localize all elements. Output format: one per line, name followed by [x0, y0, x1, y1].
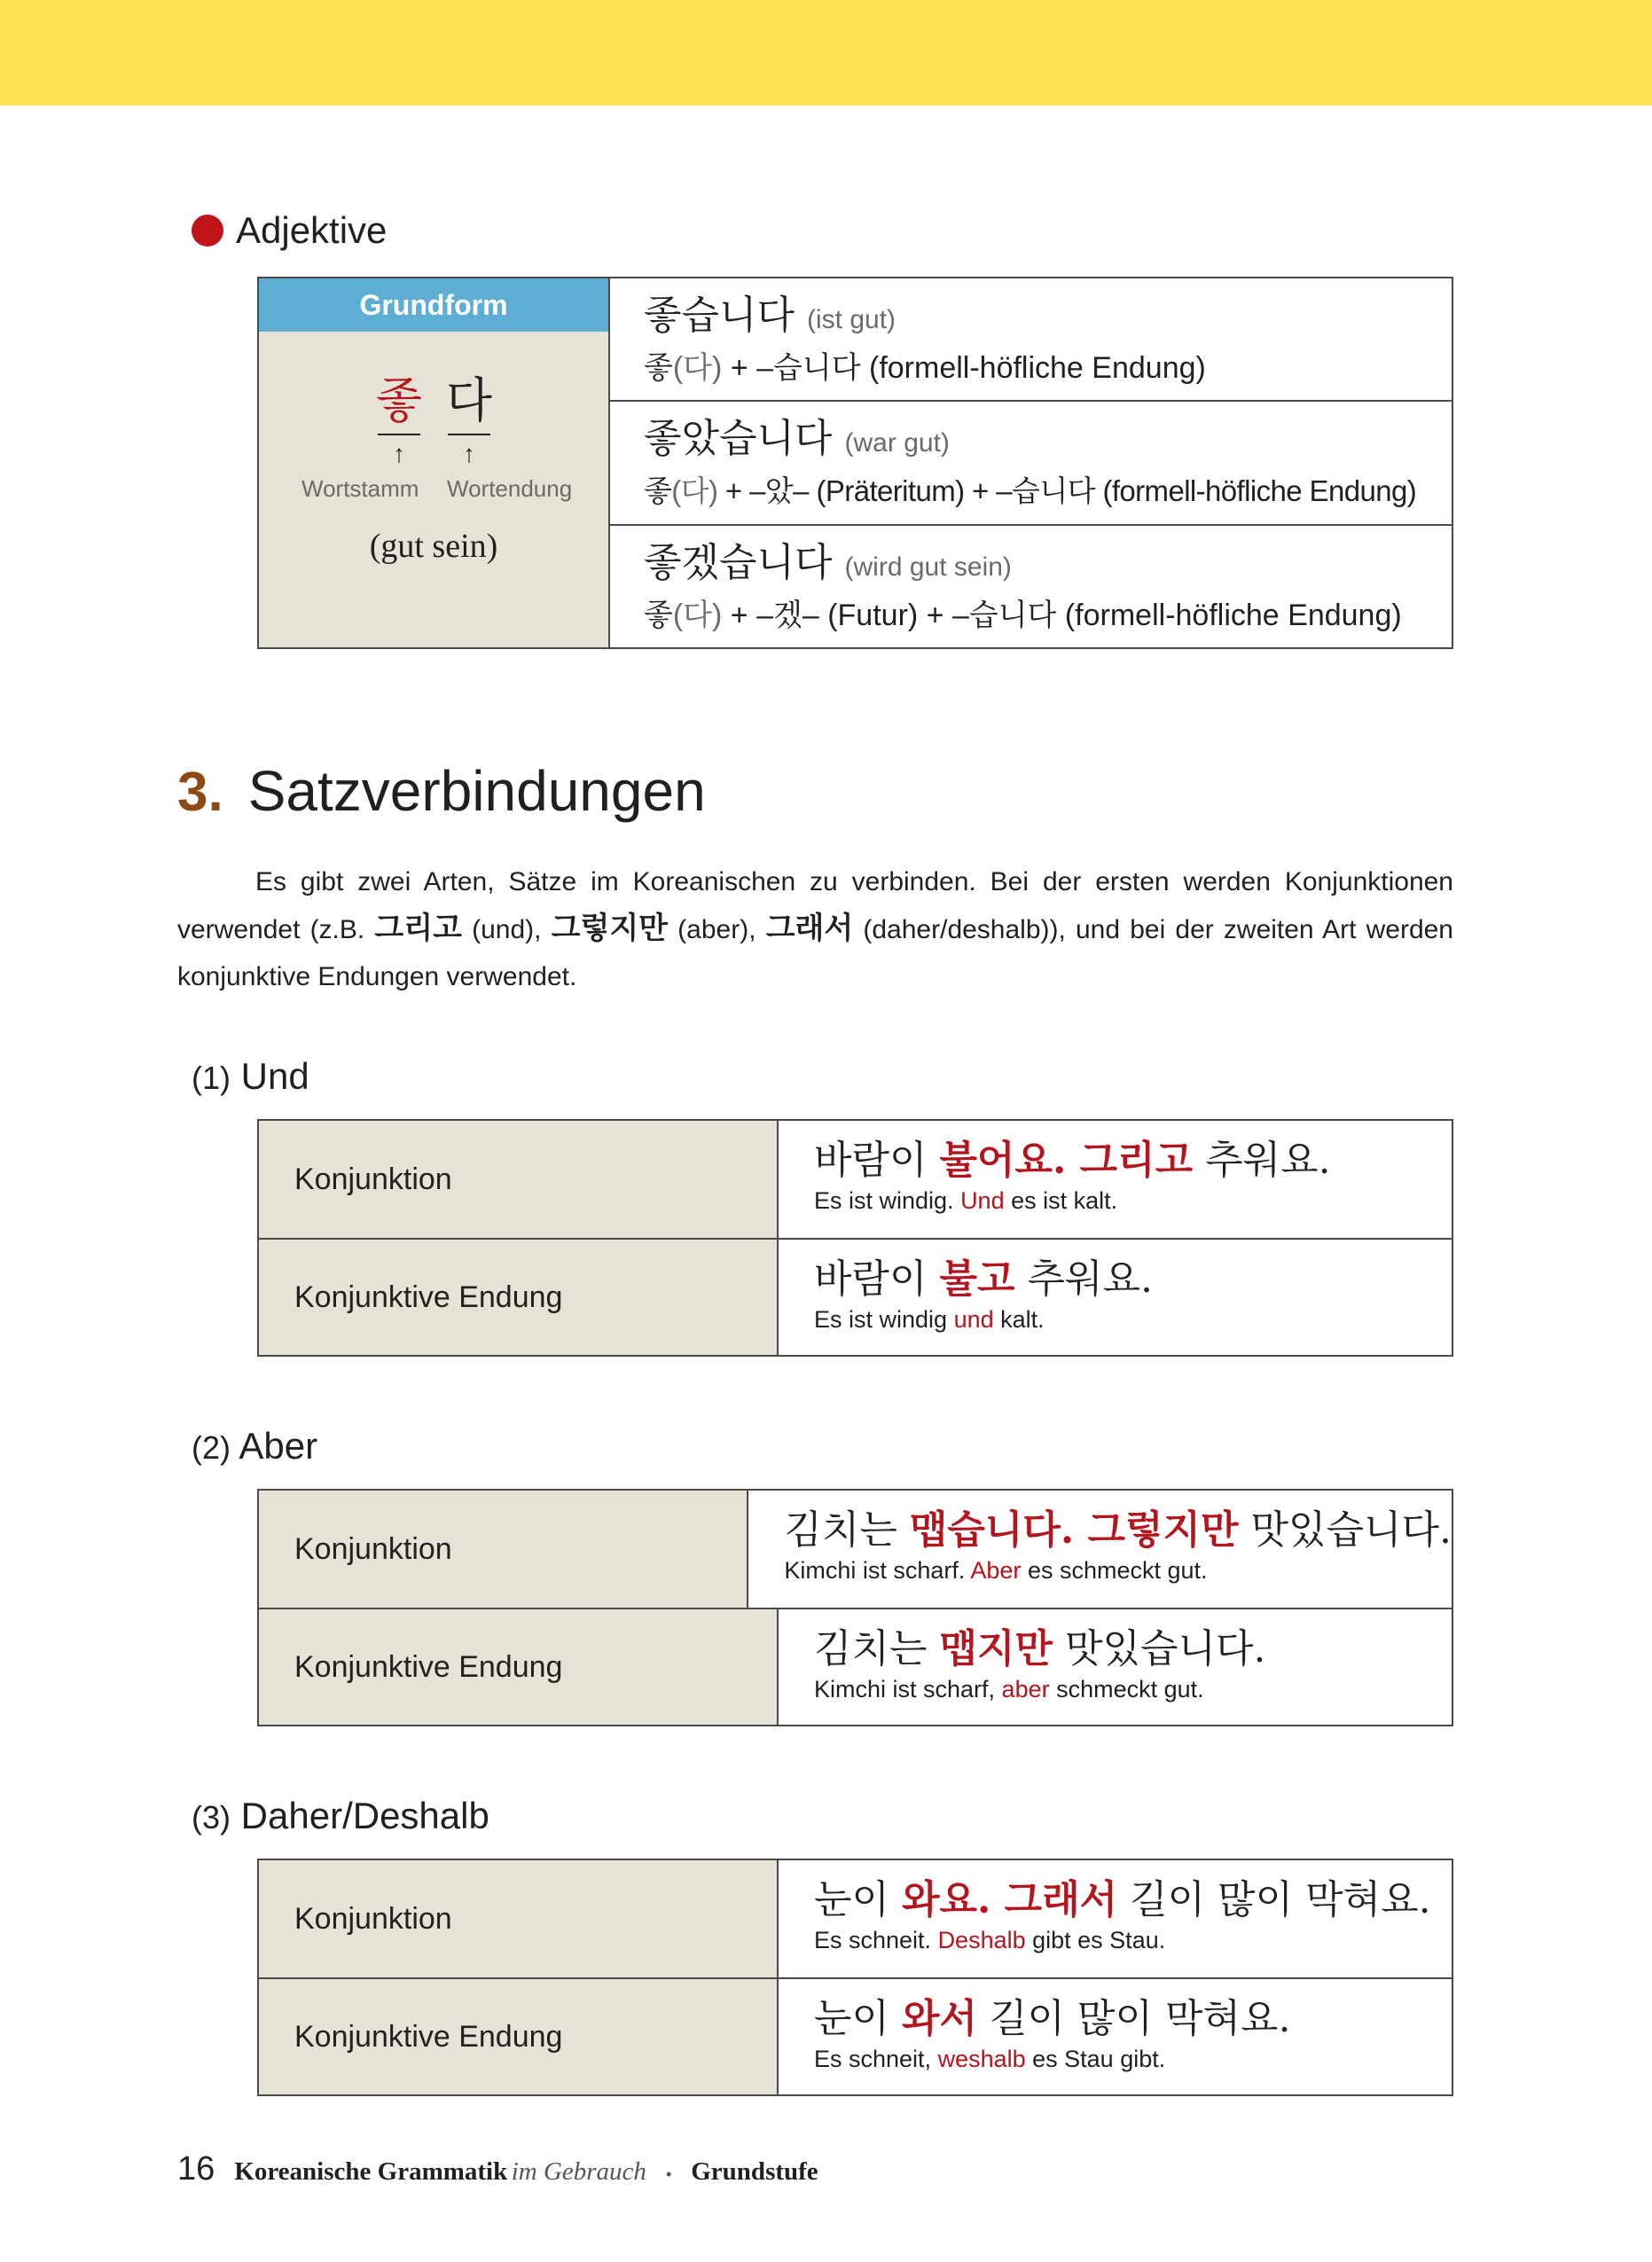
conjugation-breakdown: 좋(다) + –습니다 (formell-höfliche Endung) — [644, 351, 1206, 385]
adjective-title: Adjektive — [236, 209, 388, 251]
korean-example: 눈이 와요. 그래서 길이 많이 막혀요. — [814, 1877, 1431, 1922]
german-translation: Es ist windig. Und es ist kalt. — [814, 1187, 1118, 1214]
korean-example: 바람이 불고 추워요. — [814, 1256, 1153, 1302]
german-translation: Es schneit, weshalb es Stau gibt. — [814, 2046, 1166, 2072]
subsection-und-heading: (1) Und — [192, 1055, 309, 1097]
korean-example: 김치는 맵지만 맛있습니다. — [814, 1626, 1266, 1671]
stem-syllable: 좋 — [375, 372, 423, 428]
ending-label: Wortendung — [447, 475, 573, 502]
example-table-daher — [257, 1859, 1453, 2096]
conjugation-breakdown: 좋(다) + –았– (Präteritum) + –습니다 (formell-höfliche Endung) — [644, 474, 1417, 508]
header-color-bar — [0, 0, 1652, 106]
table-row — [259, 1609, 1452, 1725]
subsection-aber-heading: (2) Aber — [192, 1425, 318, 1467]
korean-example: 바람이 불어요. 그리고 추워요. — [814, 1138, 1331, 1183]
conjugation-gloss: (ist gut) — [807, 305, 896, 334]
table-row — [259, 1860, 1452, 1979]
grundform-header: Grundform — [259, 278, 608, 332]
section-title: Satzverbindungen — [247, 759, 706, 823]
german-translation: Kimchi ist scharf. Aber es schmeckt gut. — [784, 1557, 1208, 1584]
conjugation-gloss: (war gut) — [844, 428, 950, 458]
ending-syllable: 다 — [445, 372, 493, 428]
stem-underline — [378, 434, 420, 435]
korean-example: 김치는 맵습니다. 그렇지만 맛있습니다. — [784, 1507, 1452, 1553]
table-row — [259, 1121, 1452, 1240]
page-footer — [177, 2150, 818, 2188]
book-level: Grundstufe — [691, 2157, 818, 2186]
german-translation: Kimchi ist scharf, aber schmeckt gut. — [814, 1676, 1204, 1702]
meaning-label: (gut sein) — [369, 528, 498, 565]
conjugation-gloss: (wird gut sein) — [844, 552, 1012, 582]
stem-ending-row — [259, 374, 608, 427]
conjugation-row-future — [610, 526, 1452, 647]
table-row — [259, 1491, 1452, 1609]
conjugated-form: 좋았습니다 — [644, 416, 833, 462]
german-translation: Es schneit. Deshalb gibt es Stau. — [814, 1927, 1166, 1953]
korean-example: 눈이 와서 길이 많이 막혀요. — [814, 1996, 1291, 2041]
example-table-aber — [257, 1489, 1453, 1726]
row-label: Konjunktion — [259, 1121, 779, 1238]
book-title-line: Koreanische Grammatik im Gebrauch — [234, 2157, 646, 2186]
example-table-und — [257, 1119, 1453, 1357]
ending-arrow-icon: ↑ — [463, 440, 475, 467]
table-row — [259, 1240, 1452, 1355]
german-translation: Es ist windig und kalt. — [814, 1306, 1045, 1333]
adjective-heading — [192, 202, 387, 259]
conjugated-form: 좋습니다 — [644, 293, 795, 338]
stem-label: Wortstamm — [301, 475, 419, 502]
row-label: Konjunktive Endung — [259, 1240, 779, 1355]
conjugation-column — [610, 278, 1452, 647]
red-bullet-icon — [192, 215, 223, 247]
conjugation-row-past — [610, 402, 1452, 525]
row-label: Konjunktion — [259, 1860, 779, 1977]
section-3-heading — [177, 758, 706, 824]
intro-paragraph: Es gibt zwei Arten, Sätze im Koreanischen zu verbinden. Bei der ersten werden Konjunktionen verwendet (z.B. 그리고 (und), 그렇지만 (aber), 그래서 (daher/deshalb)), und bei der zweiten Art werden konjunktive Endungen verwendet. — [177, 867, 1453, 991]
stem-arrow-icon: ↑ — [393, 440, 405, 467]
adjective-table — [257, 277, 1453, 649]
page-number: 16 — [177, 2150, 215, 2188]
conjugation-breakdown: 좋(다) + –겠– (Futur) + –습니다 (formell-höfliche Endung) — [644, 598, 1402, 632]
table-row — [259, 1979, 1452, 2094]
footer-separator: • — [665, 2165, 672, 2183]
conjugation-row-present — [610, 278, 1452, 402]
grundform-cell — [259, 278, 610, 647]
ending-underline — [448, 434, 490, 435]
subsection-daher-heading: (3) Daher/Deshalb — [192, 1795, 489, 1836]
row-label: Konjunktion — [259, 1491, 748, 1608]
conjugated-form: 좋겠습니다 — [644, 539, 833, 585]
row-label: Konjunktive Endung — [259, 1609, 779, 1725]
section-number: 3. — [177, 762, 223, 823]
row-label: Konjunktive Endung — [259, 1979, 779, 2094]
